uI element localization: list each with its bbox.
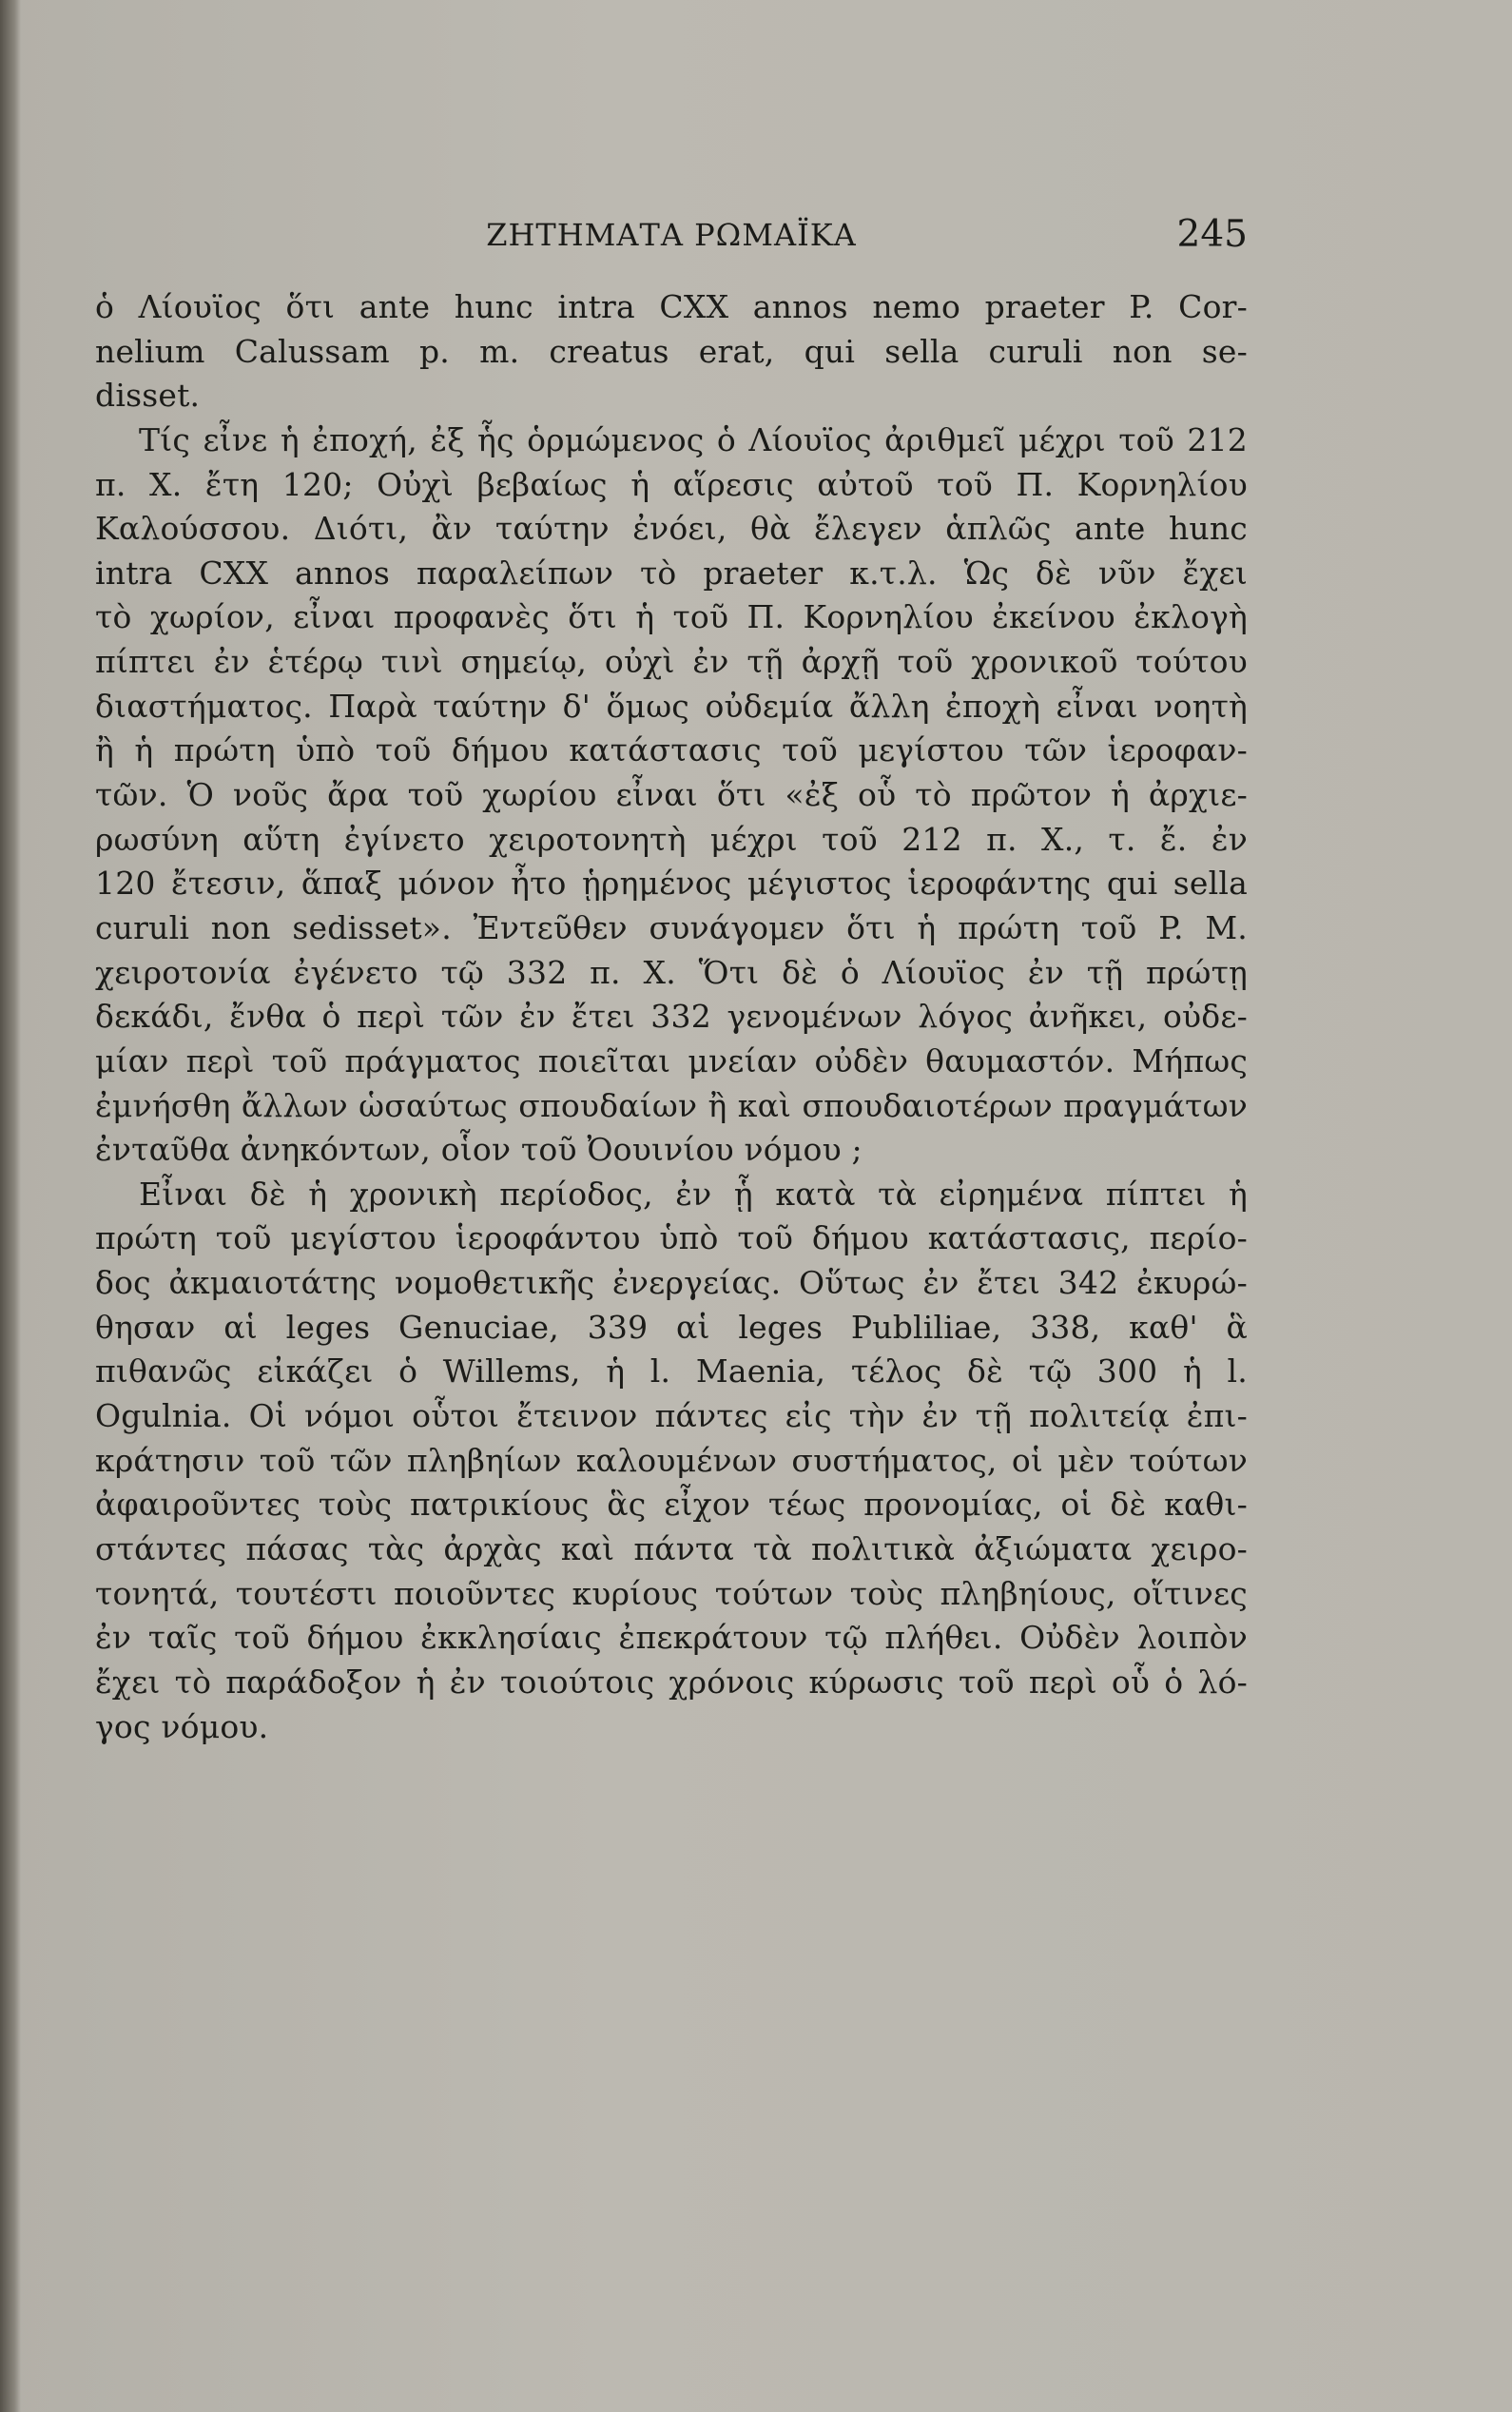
text-line: ἐνταῦθα ἀνηκόντων, οἷον τοῦ Ὀουινίου νόμου ;	[95, 1131, 863, 1169]
text-line: γος νόμου.	[95, 1707, 269, 1745]
text-line: τὸ χωρίον, εἶναι προφανὲς ὅτι ἡ τοῦ Π. Κορνηλίου ἐκείνου ἐκλογὴ	[95, 598, 1248, 636]
text-line: Ogulnia. Οἱ νόμοι οὗτοι ἔτεινον πάντες εἰς τὴν ἐν τῇ πολιτείᾳ ἐπι-	[95, 1397, 1248, 1435]
text-line: πιθανῶς εἰκάζει ὁ Willems, ἡ l. Maenia, τέλος δὲ τῷ 300 ἡ l.	[95, 1352, 1248, 1391]
text-line: θησαν αἱ leges Genuciae, 339 αἱ leges Publiliae, 338, καθ' ἃ	[95, 1308, 1248, 1346]
page-gutter-shadow	[0, 0, 21, 2412]
text-line: 120 ἔτεσιν, ἅπαξ μόνον ἦτο ᾑρημένος μέγιστος ἱεροφάντης qui sella	[95, 865, 1248, 903]
text-line: π. Χ. ἔτη 120; Οὐχὶ βεβαίως ἡ αἵρεσις αὐτοῦ τοῦ Π. Κορνηλίου	[95, 465, 1248, 503]
text-line: τονητά, τουτέστι ποιοῦντες κυρίους τούτων τοὺς πληβηίους, οἵτινες	[95, 1574, 1248, 1612]
text-line: κράτησιν τοῦ τῶν πληβηίων καλουμένων συστήματος, οἱ μὲν τούτων	[95, 1441, 1248, 1479]
text-line: μίαν περὶ τοῦ πράγματος ποιεῖται μνείαν οὐδὲν θαυμαστόν. Μήπως	[95, 1041, 1248, 1080]
text-line: δος ἀκμαιοτάτης νομοθετικῆς ἐνεργείας. Οὕτως ἐν ἔτει 342 ἐκυρώ-	[95, 1264, 1248, 1302]
text-line: ἐν ταῖς τοῦ δήμου ἐκκλησίαις ἐπεκράτουν τῷ πλήθει. Οὐδὲν λοιπὸν	[95, 1619, 1248, 1657]
text-line: στάντες πάσας τὰς ἀρχὰς καὶ πάντα τὰ πολιτικὰ ἀξιώματα χειρο-	[95, 1529, 1248, 1567]
text-line: ἔχει τὸ παράδοξον ἡ ἐν τοιούτοις χρόνοις κύρωσις τοῦ περὶ οὗ ὁ λό-	[95, 1663, 1248, 1701]
text-line: ἐμνήσθη ἄλλων ὡσαύτως σπουδαίων ἢ καὶ σπουδαιοτέρων πραγμάτων	[95, 1086, 1248, 1124]
text-line: disset.	[95, 377, 201, 415]
body-text	[95, 285, 1248, 1749]
page-header	[95, 213, 1248, 259]
text-line: ἀφαιροῦντες τοὺς πατρικίους ἃς εἶχον τέως προνομίας, οἱ δὲ καθι-	[95, 1486, 1248, 1524]
text-line: nelium Calussam p. m. creatus erat, qui sella curuli non se-	[95, 332, 1248, 370]
text-line: χειροτονία ἐγένετο τῷ 332 π. Χ. Ὅτι δὲ ὁ Λίουϊος ἐν τῇ πρώτῃ	[95, 953, 1248, 991]
text-line: τῶν. Ὁ νοῦς ἄρα τοῦ χωρίου εἶναι ὅτι «ἐξ οὗ τὸ πρῶτον ἡ ἀρχιε-	[95, 776, 1248, 814]
text-line: ρωσύνη αὕτη ἐγίνετο χειροτονητὴ μέχρι τοῦ 212 π. Χ., τ. ἔ. ἐν	[95, 820, 1248, 858]
text-line: curuli non sedisset». Ἐντεῦθεν συνάγομεν ὅτι ἡ πρώτη τοῦ P. M.	[95, 908, 1248, 946]
text-line: ἢ ἡ πρώτη ὑπὸ τοῦ δήμου κατάστασις τοῦ μεγίστου τῶν ἱεροφαν-	[95, 731, 1248, 769]
text-line: δεκάδι, ἔνθα ὁ περὶ τῶν ἐν ἔτει 332 γενομένων λόγος ἀνῆκει, οὐδε-	[95, 998, 1248, 1036]
text-line: Τίς εἶνε ἡ ἐποχή, ἐξ ἧς ὁρμώμενος ὁ Λίουϊος ἀριθμεῖ μέχρι τοῦ 212	[139, 420, 1248, 458]
text-line: πίπτει ἐν ἑτέρῳ τινὶ σημείῳ, οὐχὶ ἐν τῇ ἀρχῇ τοῦ χρονικοῦ τούτου	[95, 643, 1248, 681]
text-line: Καλούσσου. Διότι, ἂν ταύτην ἐνόει, θὰ ἔλεγεν ἁπλῶς ante hunc	[95, 510, 1248, 548]
text-line: Εἶναι δὲ ἡ χρονικὴ περίοδος, ἐν ᾗ κατὰ τὰ εἰρημένα πίπτει ἡ	[139, 1175, 1248, 1213]
text-line: ὁ Λίουϊος ὅτι ante hunc intra CXX annos nemo praeter P. Cor-	[95, 288, 1248, 325]
text-line: διαστήματος. Παρὰ ταύτην δ' ὅμως οὐδεμία ἄλλη ἐποχὴ εἶναι νοητὴ	[95, 687, 1248, 725]
text-line: intra CXX annos παραλείπων τὸ praeter κ.τ.λ. Ὡς δὲ νῦν ἔχει	[95, 554, 1248, 592]
running-head: ΖΗΤΗΜΑΤΑ ΡΩΜΑΪΚΑ	[486, 217, 857, 253]
page-number: 245	[1176, 213, 1248, 256]
text-line: πρώτη τοῦ μεγίστου ἱεροφάντου ὑπὸ τοῦ δήμου κατάστασις, περίο-	[95, 1219, 1248, 1257]
